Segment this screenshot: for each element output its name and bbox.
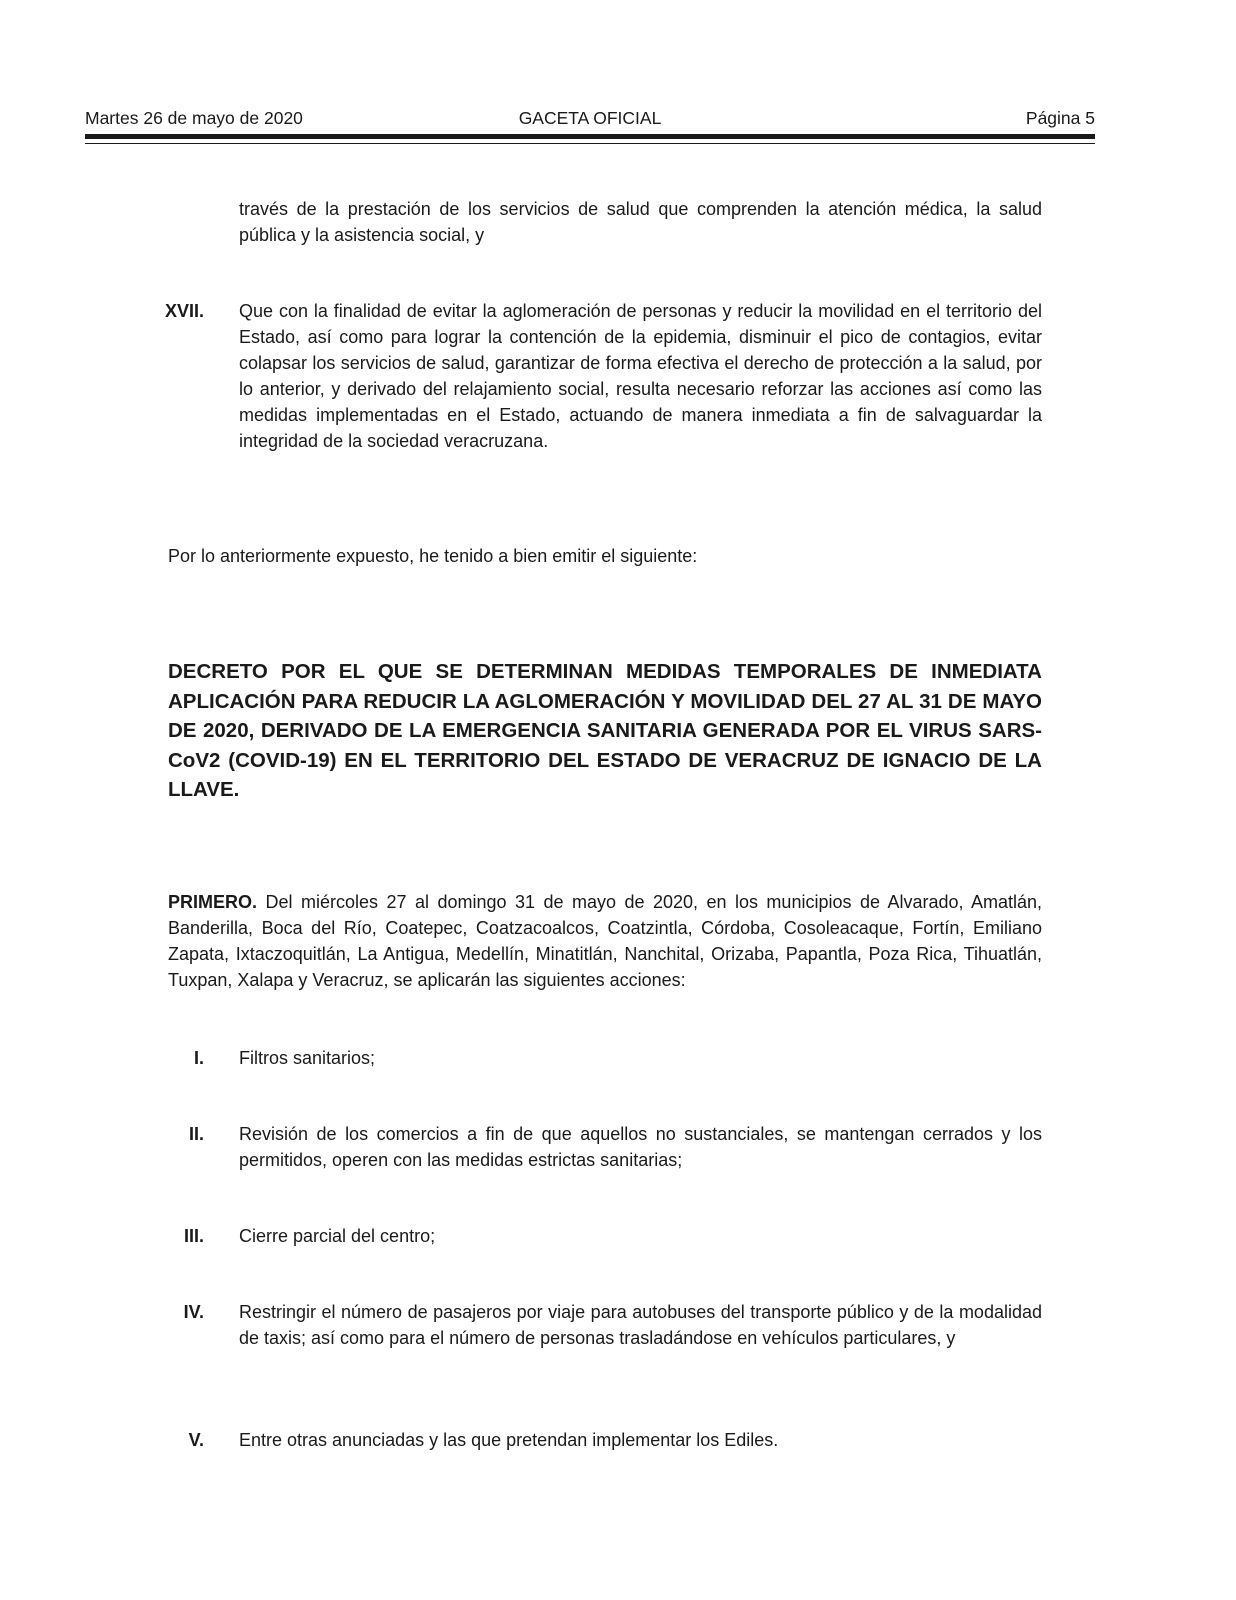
action-numeral: IV.: [183, 1302, 204, 1322]
header-rule-thick: [85, 134, 1095, 139]
item-xvii-numeral: XVII.: [164, 301, 204, 321]
header-publication: GACETA OFICIAL: [518, 108, 662, 128]
action-text: Restringir el número de pasajeros por viaje para autobuses del transporte público y de la modalidad de taxis; así como para el número de personas trasladándose en vehículos particulares, y: [239, 1302, 1042, 1348]
decree-title: DECRETO POR EL QUE SE DETERMINAN MEDIDAS TEMPORALES DE INMEDIATA APLICACIÓN PARA REDUCIR LA AGLOMERACIÓN Y MOVILIDAD DEL 27 AL 31 DE MAYO DE 2020, DERIVADO DE LA EMERGENCIA SANITARIA GENERADA POR EL VIRUS SARS-CoV2 (COVID-19) EN EL TERRITORIO DEL ESTADO DE VERACRUZ DE IGNACIO DE LA LLAVE.: [168, 660, 1042, 801]
action-text: Cierre parcial del centro;: [239, 1226, 436, 1246]
action-numeral: V.: [188, 1430, 204, 1450]
action-text: Filtros sanitarios;: [239, 1048, 376, 1068]
primero-label: PRIMERO.: [168, 892, 258, 912]
page-header: [85, 108, 1095, 132]
intro-paragraph: Por lo anteriormente expuesto, he tenido a bien emitir el siguiente:: [168, 546, 698, 566]
primero-text: Del miércoles 27 al domingo 31 de mayo de 2020, en los municipios de Alvarado, Amatlán, Banderilla, Boca del Río, Coatepec, Coatzacoalcos, Coatzintla, Córdoba, Cosoleacaque, Fortín, Emiliano Zapata, Ixtaczoquitlán, La Antigua, Medellín, Minatitlán, Nanchital, Orizaba, Papantla, Poza Rica, Tihuatlán, Tuxpan, Xalapa y Veracruz, se aplicarán las siguientes acciones:: [168, 892, 1042, 990]
header-date: Martes 26 de mayo de 2020: [85, 108, 303, 128]
item-xvii-text: Que con la finalidad de evitar la aglomeración de personas y reducir la movilidad en el territorio del Estado, así como para lograr la contención de la epidemia, disminuir el pico de contagios, evitar colapsar los servicios de salud, garantizar de forma efectiva el derecho de protección a la salud, por lo anterior, y derivado del relajamiento social, resulta necesario reforzar las acciones así como las medidas implementadas en el Estado, actuando de manera inmediata a fin de salvaguardar la integridad de la sociedad veracruzana.: [239, 301, 1042, 451]
action-numeral: III.: [183, 1226, 204, 1246]
action-numeral: II.: [188, 1124, 204, 1144]
header-page-number: Página 5: [1025, 108, 1095, 128]
action-text: Revisión de los comercios a fin de que aquellos no sustanciales, se mantengan cerrados y los permitidos, operen con las medidas estrictas sanitarias;: [239, 1124, 1042, 1170]
primero-paragraph: [168, 889, 1042, 993]
continuation-paragraph: través de la prestación de los servicios de salud que comprenden la atención médica, la salud pública y la asistencia social, y: [239, 199, 1042, 245]
header-rule-thin: [85, 143, 1095, 144]
action-text: Entre otras anunciadas y las que pretendan implementar los Ediles.: [239, 1430, 779, 1450]
action-numeral: I.: [193, 1048, 204, 1068]
